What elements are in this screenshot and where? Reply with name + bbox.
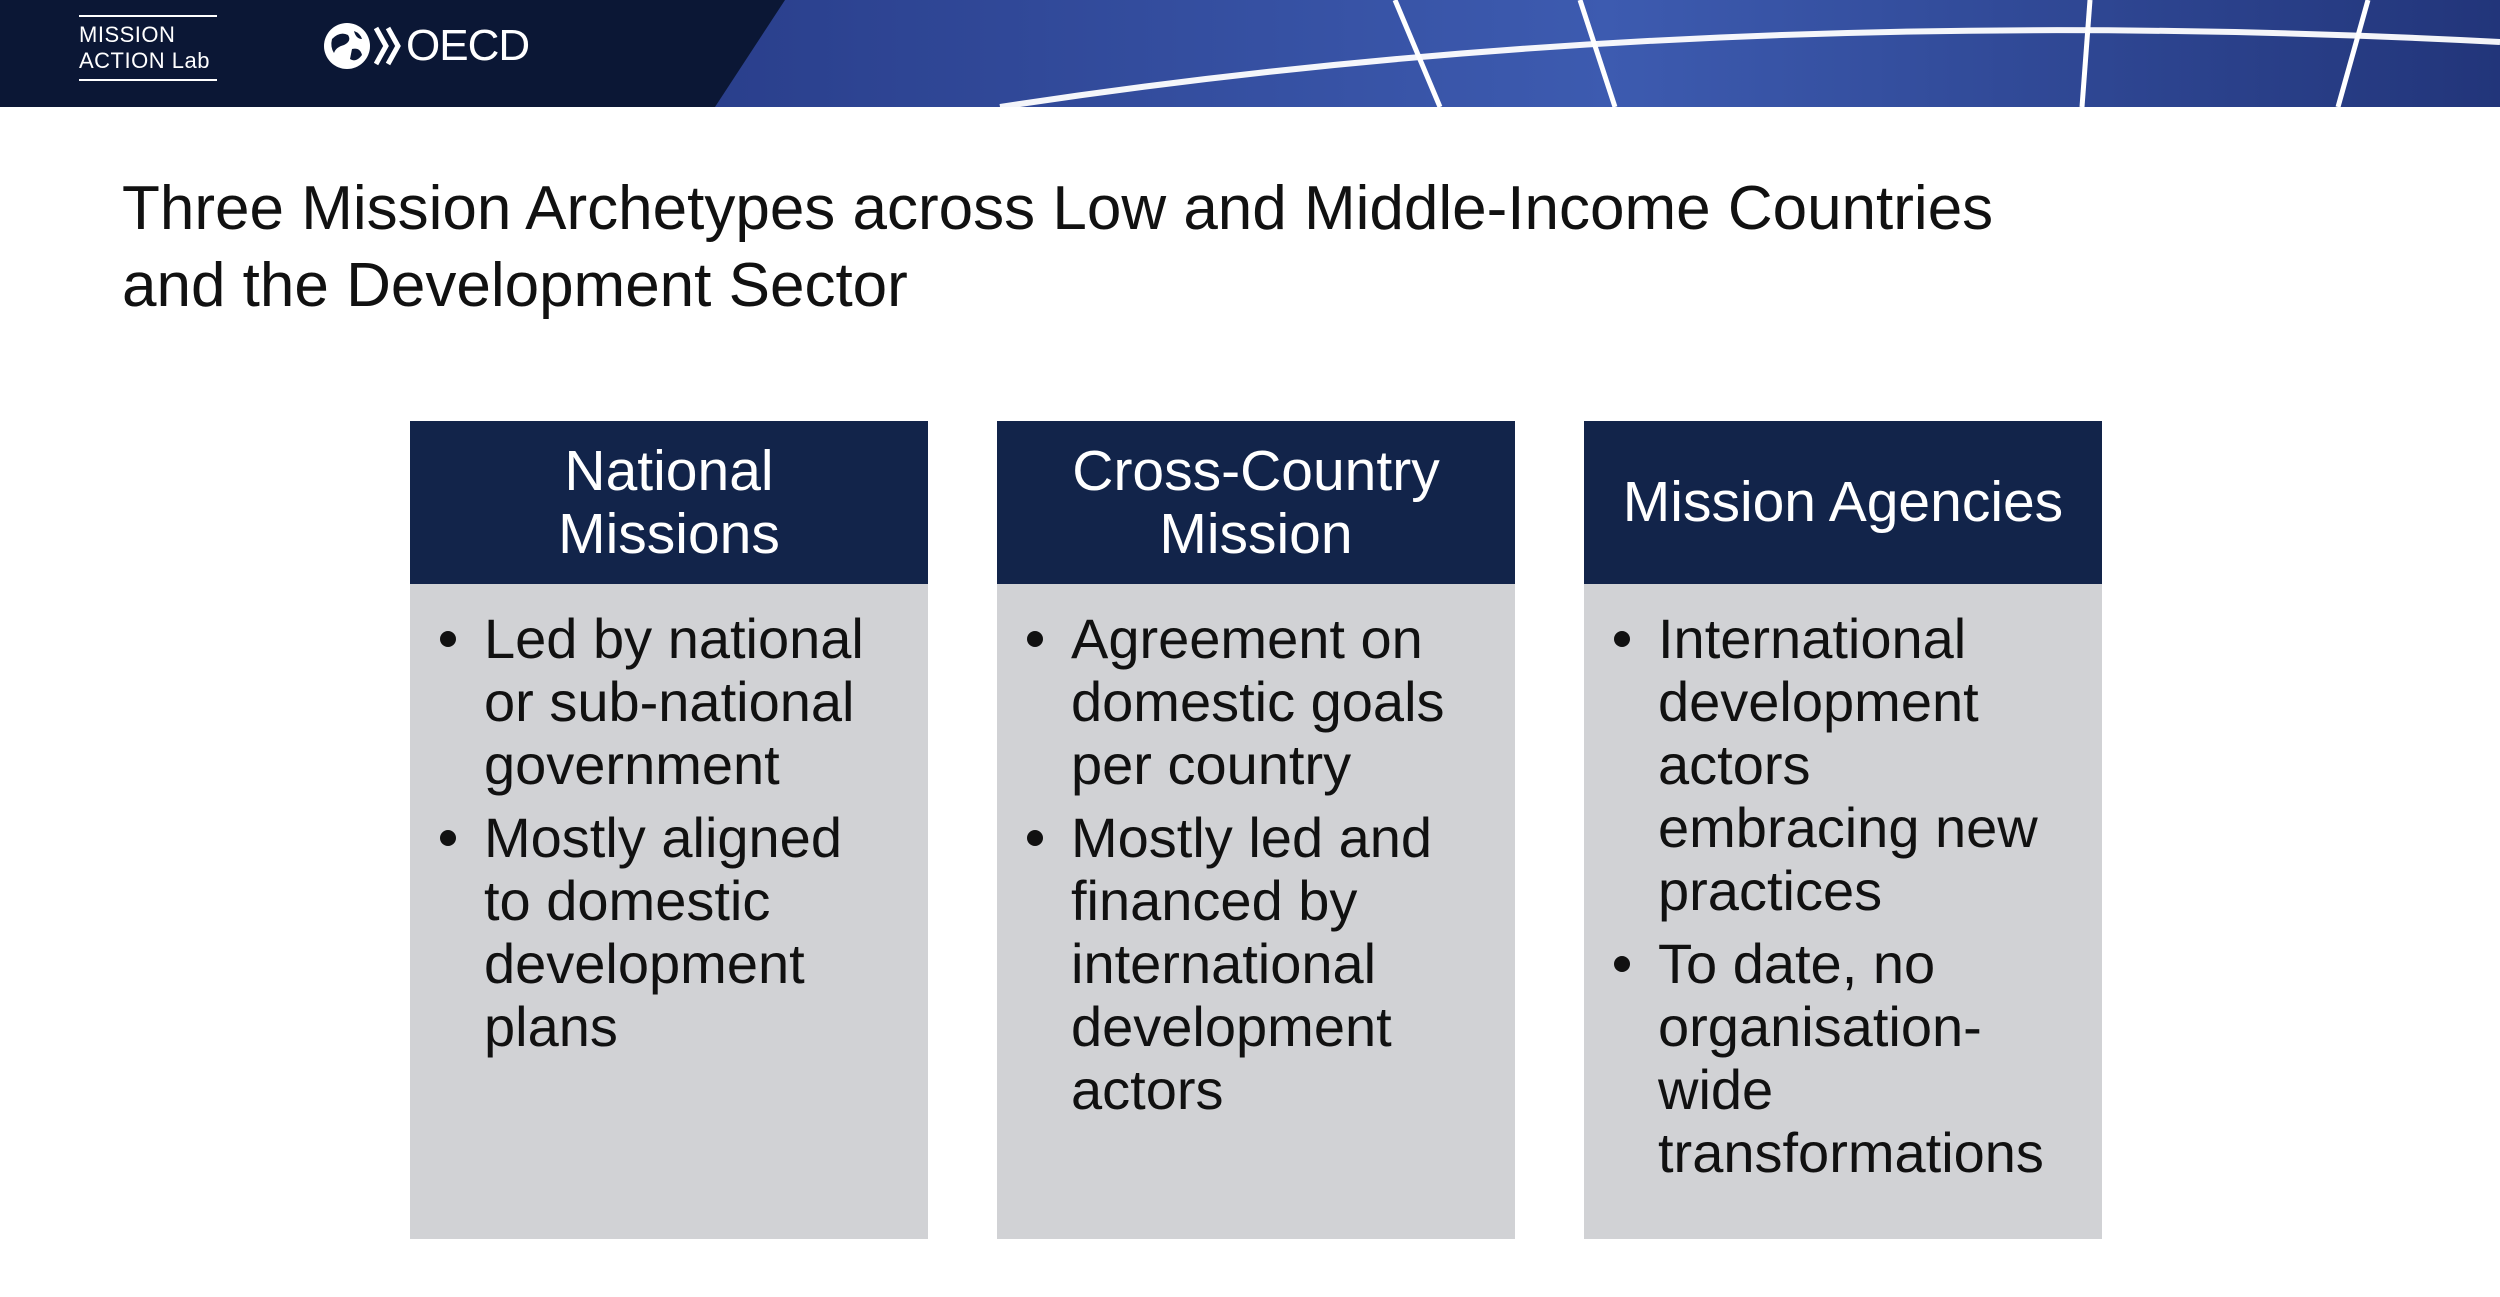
bullet-line: Led by national [484, 607, 864, 670]
logo-rule-bottom [79, 79, 217, 81]
logo-mission-text: MISSION [79, 22, 176, 47]
logo-rule-top [79, 15, 217, 17]
title-line-2: and the Development Sector [122, 251, 908, 320]
mission-action-lab-logo [79, 15, 217, 81]
card-header-line: Mission [1159, 501, 1353, 566]
bullet-line: domestic goals [1071, 670, 1445, 733]
bullet-dot [440, 830, 456, 846]
oecd-logo [322, 20, 529, 72]
bullet-line: per country [1071, 733, 1352, 796]
bullet-line: International [1658, 607, 1967, 670]
card-header [410, 421, 928, 584]
bullet-line: embracing new [1658, 796, 2038, 859]
bullet-item [997, 607, 1515, 796]
card-body [410, 607, 928, 1068]
card-header [997, 421, 1515, 584]
header-band [0, 0, 2500, 107]
bullet-item [1584, 932, 2102, 1184]
bullet-line: Mostly led and [1071, 806, 1433, 869]
chevron-marks-icon [374, 24, 404, 68]
card-mission-agencies [1584, 421, 2102, 1239]
bullet-line: organisation- [1658, 995, 1982, 1058]
bullet-line: Agreement on [1071, 607, 1423, 670]
bullet-line: Mostly aligned [484, 806, 842, 869]
bullet-line: plans [484, 995, 618, 1058]
bullet-line: To date, no [1658, 932, 1936, 995]
card-body [1584, 607, 2102, 1194]
card-cross-country-mission [997, 421, 1515, 1239]
bullet-line: international [1071, 932, 1377, 995]
oecd-wordmark: OECD [406, 21, 530, 70]
bullet-line: to domestic [484, 869, 771, 932]
card-national-missions [410, 421, 928, 1239]
title-line-1: Three Mission Archetypes across Low and Middle-Income Countries [122, 174, 1994, 243]
bullet-line: practices [1658, 859, 1883, 922]
card-body [997, 607, 1515, 1131]
bullet-line: actors [1658, 733, 1811, 796]
bullet-line: development [1658, 670, 1979, 733]
bullet-item [997, 806, 1515, 1121]
globe-icon [322, 21, 372, 71]
bullet-line: transformations [1658, 1121, 2044, 1184]
bullet-dot [1027, 830, 1043, 846]
bullet-line: or sub-national [484, 670, 855, 733]
bullet-item [1584, 607, 2102, 922]
card-header-line: Missions [558, 501, 780, 566]
bullet-line: actors [1071, 1058, 1224, 1121]
bullet-item [410, 806, 928, 1058]
bullet-dot [1027, 631, 1043, 647]
bullet-line: government [484, 733, 780, 796]
page-title [122, 170, 2222, 324]
bullet-line: financed by [1071, 869, 1358, 932]
card-header-line: Cross-Country [1072, 438, 1440, 503]
logo-action-lab-text: ACTION Lab [79, 48, 210, 73]
bullet-line: development [1071, 995, 1392, 1058]
card-header [1584, 421, 2102, 584]
card-header-line: National [564, 438, 774, 503]
bullet-dot [1614, 956, 1630, 972]
bullet-dot [1614, 631, 1630, 647]
bullet-dot [440, 631, 456, 647]
bullet-item [410, 607, 928, 796]
bullet-line: development [484, 932, 805, 995]
card-header-line: Mission Agencies [1622, 470, 2064, 534]
bullet-line: wide [1658, 1058, 1774, 1121]
